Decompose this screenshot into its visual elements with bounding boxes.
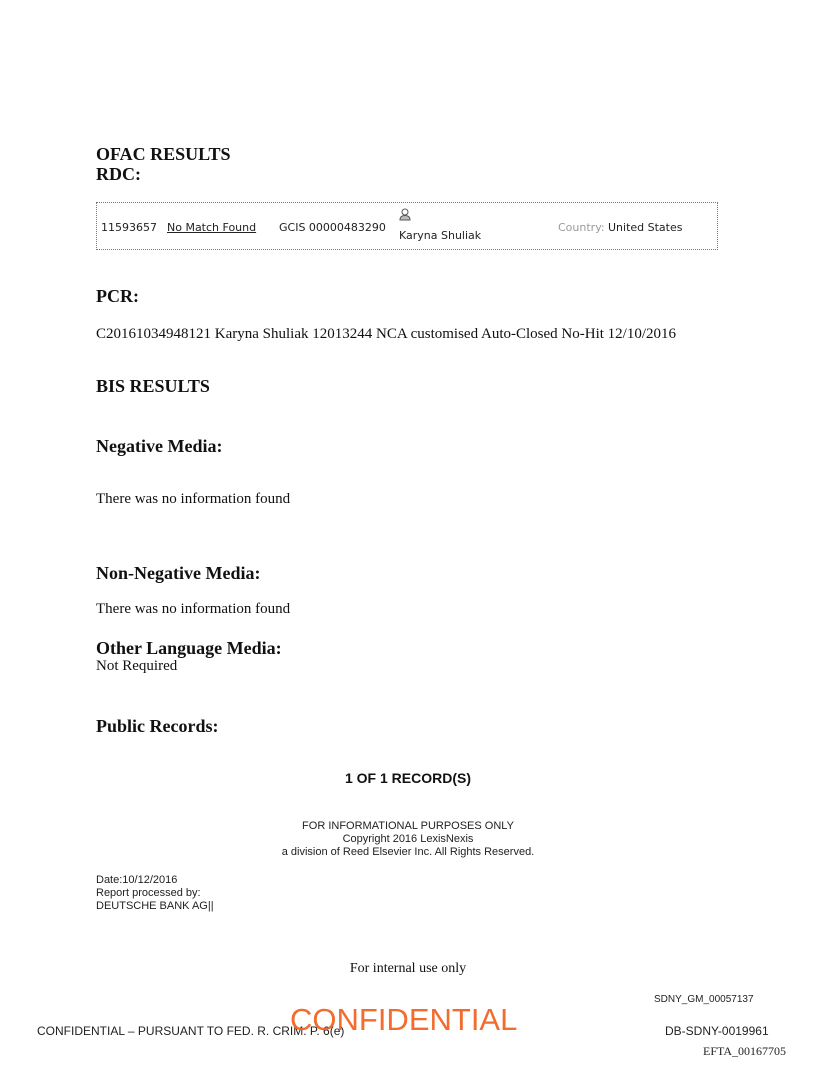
efta-number: EFTA_00167705 bbox=[703, 1044, 787, 1058]
ofac-title: OFAC RESULTS bbox=[96, 144, 231, 164]
division: a division of Reed Elsevier Inc. All Rights Reserved. bbox=[281, 846, 535, 858]
bis-title: BIS RESULTS bbox=[96, 376, 210, 396]
rdc-gcis: GCIS 00000483290 bbox=[279, 221, 386, 234]
copyright: Copyright 2016 LexisNexis bbox=[342, 833, 474, 845]
other-language-media-label: Other Language Media: bbox=[96, 638, 282, 658]
negative-media-label: Negative Media: bbox=[96, 436, 223, 456]
confidential-stamp: CONFIDENTIAL bbox=[290, 1002, 518, 1037]
public-records-label: Public Records: bbox=[96, 716, 219, 736]
other-language-media-text: Not Required bbox=[96, 658, 178, 674]
person-icon bbox=[399, 208, 411, 221]
non-negative-media-label: Non-Negative Media: bbox=[96, 563, 261, 583]
non-negative-media-text: There was no information found bbox=[96, 601, 291, 617]
rdc-id: 11593657 bbox=[101, 221, 157, 234]
rdc-result-row bbox=[96, 202, 718, 250]
confidential-notice: CONFIDENTIAL – PURSUANT TO FED. R. CRIM. P. 6(e) bbox=[37, 1024, 345, 1038]
internal-use-note: For internal use only bbox=[349, 961, 467, 976]
processed-by: DEUTSCHE BANK AG|| bbox=[96, 900, 214, 912]
disclaimer: FOR INFORMATIONAL PURPOSES ONLY bbox=[302, 820, 514, 832]
rdc-status-link[interactable]: No Match Found bbox=[167, 221, 257, 234]
processed-by-label: Report processed by: bbox=[96, 887, 201, 899]
rdc-label: RDC: bbox=[96, 164, 141, 184]
rdc-name: Karyna Shuliak bbox=[399, 229, 482, 242]
rdc-country-label: Country: bbox=[558, 221, 605, 234]
bates-number: SDNY_GM_00057137 bbox=[654, 994, 754, 1005]
db-number: DB-SDNY-0019961 bbox=[665, 1024, 769, 1038]
rdc-country-value: United States bbox=[608, 221, 683, 234]
report-date: Date:10/12/2016 bbox=[96, 874, 178, 886]
pcr-label: PCR: bbox=[96, 286, 139, 306]
record-count: 1 OF 1 RECORD(S) bbox=[344, 770, 471, 786]
negative-media-text: There was no information found bbox=[96, 491, 291, 507]
pcr-line: C20161034948121 Karyna Shuliak 12013244 NCA customised Auto-Closed No-Hit 12/10/2016 bbox=[96, 326, 676, 342]
